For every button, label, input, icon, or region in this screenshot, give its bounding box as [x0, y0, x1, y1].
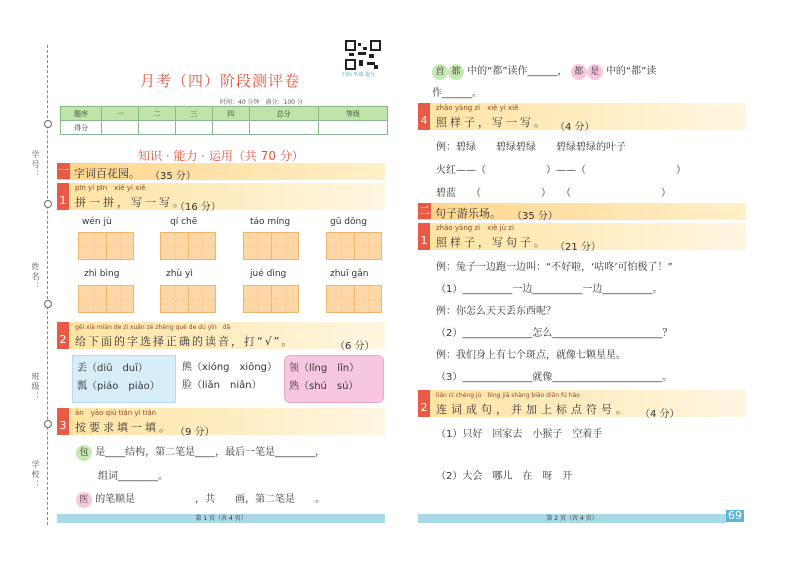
s2q1-text: 照样子，写句子。 — [436, 236, 548, 249]
char-circle: 是 — [587, 64, 603, 80]
q4-number: 4 — [418, 103, 430, 130]
section1-points: （35 分） — [150, 171, 196, 182]
s2q1-number: 1 — [418, 223, 430, 250]
s2q2-text: 连词成句，并加上标点符号。 — [436, 403, 631, 416]
qr-code-icon[interactable] — [345, 40, 381, 70]
page-title: 月考（四）阶段测评卷 — [140, 72, 301, 90]
writing-grid[interactable] — [243, 232, 299, 260]
writing-grid[interactable] — [78, 232, 134, 260]
writing-grid[interactable] — [160, 285, 216, 313]
choice-item[interactable]: 熟（shú sú） — [289, 381, 359, 392]
q1-number: 1 — [57, 183, 69, 210]
q2-text: 给下面的字选择正确的读音，打“√”。 — [75, 335, 295, 348]
q1-text: 拼一拼，写一写。 — [75, 196, 187, 209]
q4-pinyin: zhào yàng zi xiě yi xiě — [436, 104, 519, 112]
writing-grid[interactable] — [326, 232, 382, 260]
score-cell[interactable] — [212, 121, 249, 135]
intro-line1 — [432, 62, 656, 80]
writing-grid[interactable] — [78, 285, 134, 313]
q3-line3-text: 的笔顺是 ，共 画，第二笔是 。 — [95, 494, 326, 505]
q4-text: 照样子，写一写。 — [436, 116, 548, 129]
score-cell[interactable] — [138, 121, 175, 135]
q2-points: （6 分） — [335, 341, 375, 352]
score-cell[interactable] — [175, 121, 212, 135]
q1-points: （16 分） — [175, 202, 221, 213]
char-circle: 首 — [432, 64, 448, 80]
s2q2-item1: （1）只好 回家去 小猴子 空着手 — [436, 429, 603, 440]
binding-hole — [44, 120, 52, 128]
q1-pinyin: pīn yi pīn xiě yi xiě — [75, 184, 146, 192]
score-header-cell: 总分 — [249, 107, 318, 121]
section2-number: 二 — [419, 204, 430, 217]
pinyin-prompt: zhù yì — [166, 269, 193, 279]
intro-text: 中的“都”读作______， — [467, 66, 568, 77]
exam-info: 时间：40 分钟 满分：100 分 — [220, 99, 303, 106]
choice-group — [178, 355, 282, 403]
writing-grid[interactable] — [160, 232, 216, 260]
choice-item[interactable]: 脸（liǎn niǎn） — [182, 380, 262, 391]
pinyin-prompt: jué dìng — [250, 269, 287, 279]
s2q1-points: （21 分） — [555, 242, 601, 253]
pinyin-prompt: zhì bìng — [84, 269, 120, 279]
choice-item[interactable]: 瓢（piáo piào） — [77, 381, 160, 392]
page-footer: 第 2 页（共 4 页） — [418, 514, 726, 523]
page-footer: 第 1 页（共 4 页） — [57, 514, 385, 523]
s2q1-example2: 例：你怎么天天丢东西呢？ — [436, 306, 556, 317]
intro-line2: 作______。 — [432, 88, 482, 99]
score-header-cell: 等级 — [318, 107, 387, 121]
s2q1-answer2[interactable]: （2）______________怎么______________________？ — [436, 328, 673, 339]
score-cell[interactable] — [318, 121, 387, 135]
section2-title: 句子游乐场。 — [435, 207, 501, 220]
q3-line1 — [76, 443, 325, 461]
score-header-cell: 二 — [138, 107, 175, 121]
score-header-cell: 四 — [212, 107, 249, 121]
intro-text: 中的“都”读 — [605, 66, 657, 77]
score-header-cell: 三 — [175, 107, 212, 121]
section1-number: 一 — [58, 164, 69, 177]
q2-pinyin: gěi xià miàn de zì xuǎn zé zhèng què de dú yīn dǎ — [75, 324, 231, 331]
section1-title: 字词百花园。 — [74, 167, 140, 180]
s2q2-pinyin: lián cí chéng jù bìng jiā shàng biāo diǎn fú hào — [436, 392, 580, 399]
char-circle: 包 — [76, 445, 92, 461]
q4-row2[interactable]: 碧蓝 （ ） （ ） — [436, 188, 671, 199]
q3-line2: 组词________。 — [98, 471, 168, 482]
q3-line3 — [76, 490, 325, 508]
pinyin-prompt: táo míng — [250, 217, 291, 227]
writing-grid[interactable] — [243, 285, 299, 313]
pinyin-prompt: wén jù — [82, 217, 112, 227]
q3-number: 3 — [57, 408, 69, 435]
section2-points: （35 分） — [512, 211, 558, 222]
choice-group — [72, 355, 176, 403]
choice-item[interactable]: 熊（xióng xiōng） — [182, 362, 277, 373]
q2-number: 2 — [57, 322, 69, 349]
s2q1-pinyin: zhào yàng zi xiě jù zi — [436, 224, 514, 232]
qr-caption: 扫码 听课 提分 — [342, 72, 376, 78]
q4-example: 例：碧绿 碧绿碧绿 碧绿碧绿的叶子 — [436, 142, 626, 153]
char-circle: 医 — [76, 492, 92, 508]
binding-hole — [44, 300, 52, 308]
pinyin-prompt: qí chē — [170, 217, 198, 227]
choice-group — [284, 355, 384, 403]
pinyin-prompt: zhuī gǎn — [330, 269, 369, 279]
pinyin-prompt: gū dōng — [330, 217, 367, 227]
q4-points: （4 分） — [555, 122, 595, 133]
score-header-cell: 一 — [102, 107, 139, 121]
q3-text: 按要求填一填。 — [75, 421, 173, 434]
q3-line1-text: 是____结构，第二笔是____，最后一笔是________， — [95, 447, 326, 458]
char-circle: 都 — [448, 64, 464, 80]
s2q1-example3: 例：我们身上有七个斑点，就像七颗星星。 — [436, 350, 626, 361]
char-circle: 都 — [571, 64, 587, 80]
binding-hole — [44, 200, 52, 208]
side-label-student-id: 学号： — [31, 150, 40, 180]
s2q2-item2: （2）大会 哪儿 在 呀 开 — [436, 471, 573, 482]
s2q2-points: （4 分） — [640, 409, 680, 420]
s2q2-number: 2 — [418, 390, 430, 417]
s2q1-answer1[interactable]: （1）__________一边__________一边__________。 — [436, 284, 663, 295]
binding-line — [47, 45, 48, 525]
score-header-cell: 题序 — [61, 107, 102, 121]
side-label-school: 学校： — [31, 460, 40, 490]
page-number-badge: 69 — [728, 509, 742, 522]
score-cell[interactable] — [102, 121, 139, 135]
writing-grid[interactable] — [326, 285, 382, 313]
s2q1-example1: 例：兔子一边跑一边叫：“不好啦，‘咕咚’可怕极了！” — [436, 262, 673, 273]
score-table — [60, 106, 388, 135]
q4-row1[interactable]: 火红——（ ）——（ ） — [436, 165, 686, 176]
q3-points: （9 分） — [175, 427, 215, 438]
side-label-class: 班级： — [31, 372, 40, 402]
section-heading: 知识 · 能力 · 运用（共 70 分） — [138, 149, 304, 163]
binding-hole — [44, 420, 52, 428]
choice-item[interactable]: 领（lǐng lǐn） — [289, 363, 360, 374]
s2q1-answer3[interactable]: （3）______________就像______________________。 — [436, 372, 673, 383]
q3-pinyin: àn yāo qiú tián yi tián — [75, 409, 157, 417]
score-row-label: 得分 — [61, 121, 102, 135]
side-label-name: 姓名： — [31, 262, 40, 292]
score-cell[interactable] — [249, 121, 318, 135]
choice-item[interactable]: 丢（diū duī） — [77, 363, 148, 374]
